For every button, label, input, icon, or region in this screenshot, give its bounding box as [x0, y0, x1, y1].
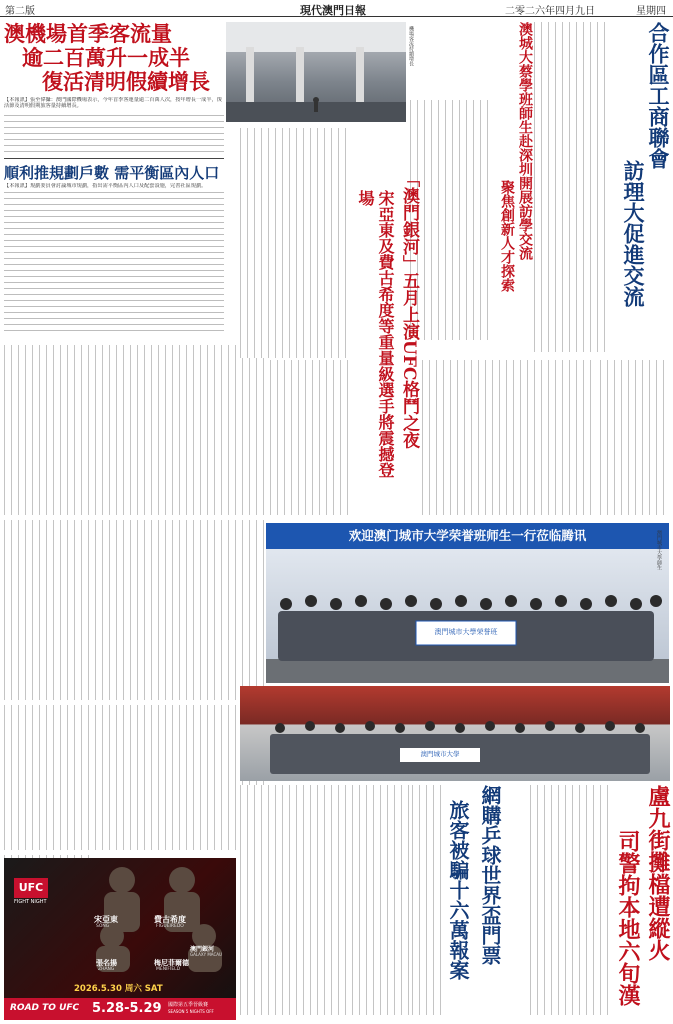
page-number: 第二版 [5, 6, 35, 17]
fighter-4-name: 梅尼菲爾德 [154, 959, 189, 967]
article-planning-headline: 順利推規劃戶數 需平衡區內人口 [4, 164, 220, 182]
body-text-block [4, 705, 264, 850]
paper-name: 現代澳門日報 [300, 4, 366, 17]
group-photo-art [266, 549, 669, 683]
fighter-3-name: 張名揚 [96, 959, 117, 967]
headline-line-1: 澳機場首季客流量 [4, 21, 172, 46]
photo-caption: 澳門城市大學師生 [656, 530, 662, 570]
body-text-block [422, 360, 597, 515]
group-sign: 澳門城市大學荣誉班 [434, 628, 498, 636]
season-label-en: SEASON 5 NIGHTS OFF [168, 1009, 214, 1014]
article-scam-subhead: 旅客被騙十六萬報案 [446, 800, 470, 980]
fighter-2-name: 費古希度 [154, 915, 186, 924]
group-photo-campus-art [240, 686, 670, 781]
article-arson-headline: 盧九街攤檔遭縱火 [645, 785, 671, 961]
group-photo-campus [240, 686, 670, 781]
article-shenzhen-headline [516, 22, 534, 352]
body-text-block [600, 360, 669, 515]
article-ufc-headline: 「澳門銀河」五月上演UFC格鬥之夜 [399, 170, 419, 449]
fighter-2-name-en: FIGUEIREDO [156, 924, 184, 929]
road-to-ufc-label: ROAD TO UFC [10, 1003, 80, 1013]
fighter-4-name-en: MENIFIELD [156, 967, 181, 972]
divider [4, 158, 224, 159]
fighter-1-name-en: SONG [96, 924, 110, 929]
body-text-block [530, 785, 610, 1015]
fighters-art [4, 858, 236, 1020]
fighter-3-name-en: ZHANG [98, 967, 115, 972]
ufc-logo-sub: FIGHT NIGHT [14, 899, 47, 905]
airport-photo-caption: 機場客流持續增長 [408, 26, 414, 66]
body-text-block [412, 785, 442, 1015]
body-text-block [534, 22, 606, 352]
headline-line-2: 逾二百萬升一成半 [22, 45, 190, 70]
article-lead: 【本報訊】張至偉攝：澳門國際機場表示，今年首季客運量逾二百萬人次，按年增長一成半，復活節及清明假期旅客量持續增長。 [4, 97, 222, 110]
body-text-block [240, 128, 350, 358]
article-scam-headline: 網購乒球世界盃門票 [478, 785, 502, 965]
article-merchants-headline [645, 22, 671, 352]
event-date: 2026.5.30 周六 SAT [74, 984, 163, 994]
issue-date: 二零二六年四月九日 [505, 6, 595, 17]
headline-line-1: 澳城大蔡學班師生赴深圳開展訪學交流 [517, 22, 533, 260]
ufc-logo: UFC [14, 878, 48, 898]
article-shenzhen-subhead: 聚焦創新人才探索 [499, 180, 515, 292]
article-planning-body [4, 183, 224, 343]
road-to-ufc-bar [4, 998, 236, 1020]
article-airport-body [4, 97, 224, 157]
airport-photo [226, 22, 406, 122]
headline-line-1: 合作區工商聯會 [646, 22, 671, 169]
article-lead: 【本報訊】規劃委員會討論城市規劃，指出需平衡區內人口及配套設施，完善社區規劃。 [4, 183, 207, 189]
road-to-ufc-dates: 5.28-5.29 [92, 1001, 162, 1016]
campus-sign: 澳門城市大學 [420, 750, 460, 758]
article-airport-headline [4, 22, 224, 100]
venue-name-en: GALAXY MACAU [190, 952, 222, 957]
body-text-block [4, 345, 264, 515]
headline-line-3: 復活清明假續增長 [42, 69, 210, 94]
welcome-banner: 欢迎澳门城市大学荣誉班师生一行莅临腾讯 [266, 523, 669, 549]
fighter-1-name: 宋亞東 [94, 915, 118, 924]
venue-name: 澳門銀河 [190, 946, 215, 953]
body-text-block [240, 785, 410, 1015]
body-text-block [410, 100, 490, 340]
season-label: 國際第五季晉級賽 [168, 1002, 209, 1008]
body-text-block [4, 520, 264, 700]
ufc-advertisement [4, 858, 236, 1020]
article-merchants-subhead: 訪理大促進交流 [621, 160, 646, 307]
weekday: 星期四 [636, 6, 666, 17]
airport-photo-art [226, 22, 406, 122]
group-photo-tencent [266, 523, 669, 683]
article-arson-subhead: 司警拘本地六旬漢 [615, 830, 641, 1006]
article-ufc-subhead: 宋亞東及費古希度等重量級選手將震撼登場 [356, 190, 395, 478]
masthead [0, 0, 673, 17]
body-text-block [270, 360, 350, 515]
